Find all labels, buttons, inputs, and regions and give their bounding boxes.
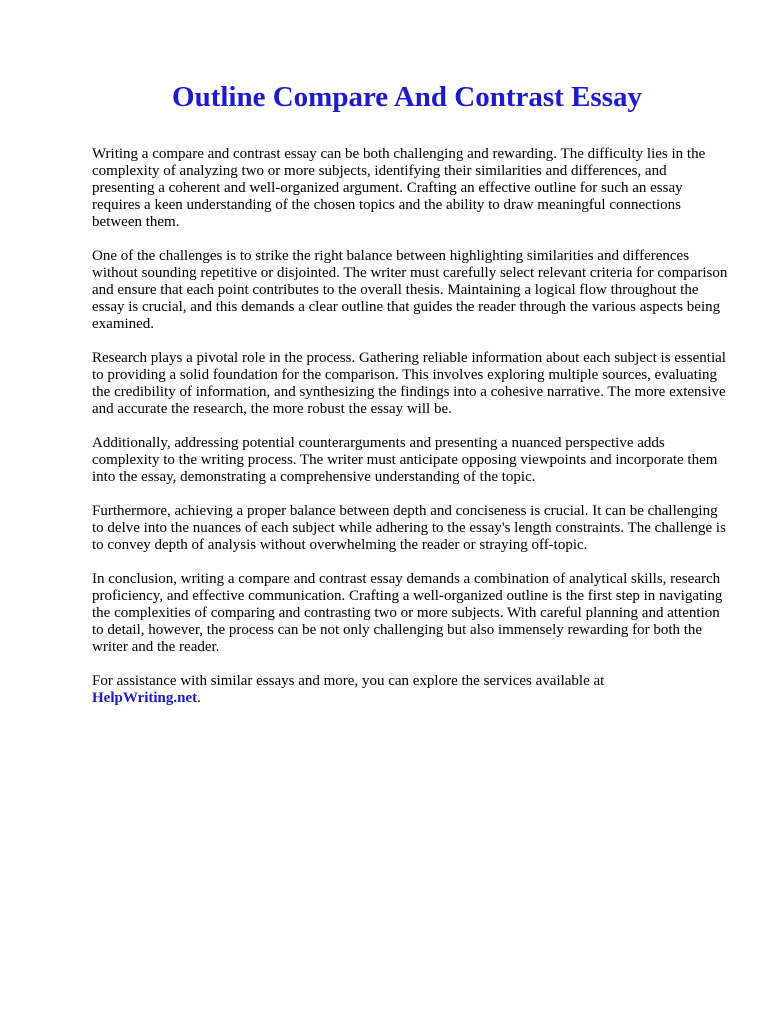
helpwriting-link[interactable]: HelpWriting.net: [92, 690, 198, 706]
link-suffix: .: [197, 690, 201, 706]
paragraph-intro: Writing a compare and contrast essay can be both challenging and rewarding. The difficulty lies in the complexity of analyzing two or more subjects, identifying their similarities and differences, and presenting a coherent and well-organized argument. Crafting an effective outline for such an essay requires a keen understanding of the chosen topics and the ability to draw meaningful connections between them.: [92, 146, 706, 230]
paragraph-depth: Furthermore, achieving a proper balance between depth and conciseness is crucial. It can be challenging to delve into the nuances of each subject while adhering to the essay's length constraints. The challenge is to convey depth of analysis without overwhelming the reader or straying off-topic.: [92, 503, 726, 553]
paragraph-research: Research plays a pivotal role in the process. Gathering reliable information about each subject is essential to providing a solid foundation for the comparison. This involves exploring multiple sources, evaluating the credibility of information, and synthesizing the findings into a cohesive narrative. The more extensive and accurate the research, the more robust the essay will be.: [92, 350, 726, 417]
assistance-text: For assistance with similar essays and more, you can explore the services available at: [92, 673, 605, 689]
page-title: Outline Compare And Contrast Essay: [172, 81, 642, 113]
paragraph-conclusion: In conclusion, writing a compare and contrast essay demands a combination of analytical skills, research proficiency, and effective communication. Crafting a well-organized outline is the first step in navigating the complexities of comparing and contrasting two or more subjects. With careful planning and attention to detail, however, the process can be not only challenging but also immensely rewarding for both the writer and the reader.: [92, 571, 723, 655]
paragraph-counterarguments: Additionally, addressing potential counterarguments and presenting a nuanced perspective adds complexity to the writing process. The writer must anticipate opposing viewpoints and incorporate them into the essay, demonstrating a comprehensive understanding of the topic.: [92, 435, 718, 485]
assistance-note: [92, 673, 732, 707]
essay-body: [92, 146, 732, 724]
paragraph-balance: One of the challenges is to strike the right balance between highlighting similarities and differences without sounding repetitive or disjointed. The writer must carefully select relevant criteria for comparison and ensure that each point contributes to the overall thesis. Maintaining a logical flow throughout the essay is crucial, and this demands a clear outline that guides the reader through the various aspects being examined.: [92, 248, 728, 332]
